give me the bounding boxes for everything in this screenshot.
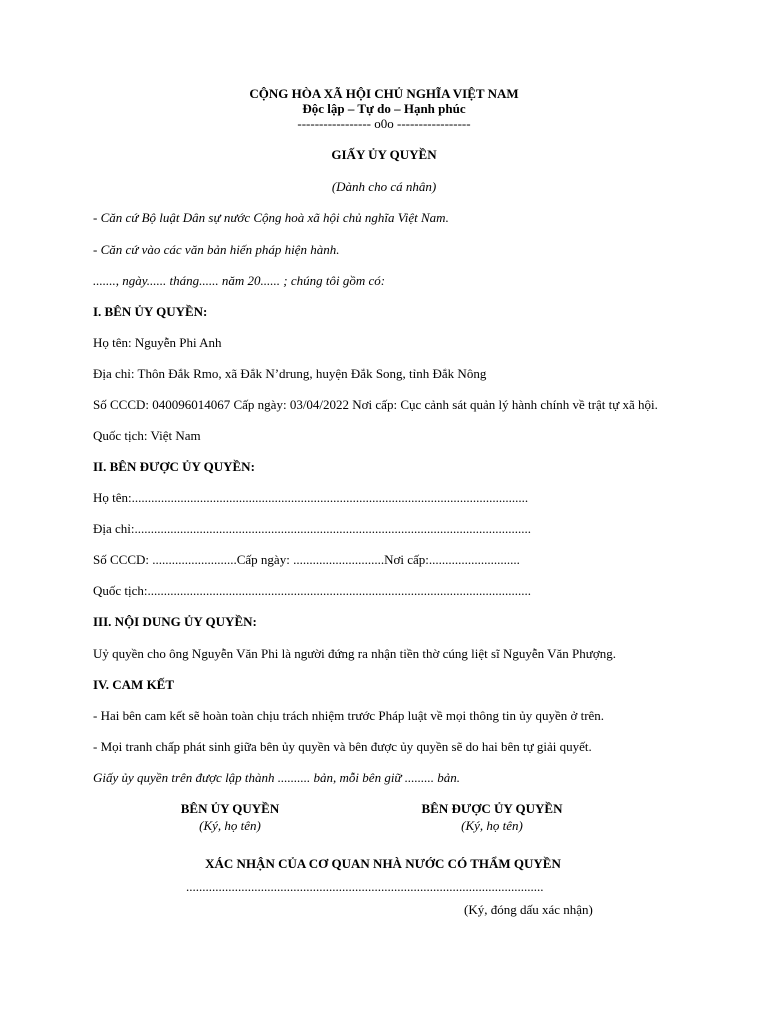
grantee-signature-note: (Ký, họ tên) bbox=[461, 818, 523, 833]
national-title: CỘNG HÒA XÃ HỘI CHỦ NGHĨA VIỆT NAM bbox=[249, 86, 519, 101]
section-4-heading: IV. CAM KẾT bbox=[93, 677, 175, 692]
commitment-1: - Hai bên cam kết sẽ hoàn toàn chịu trách nhiệm trước Pháp luật về mọi thông tin ủy quyền ở trên. bbox=[93, 708, 605, 723]
section-2-heading: II. BÊN ĐƯỢC ỦY QUYỀN: bbox=[93, 459, 255, 474]
certification-dots: .............................................................................................................. bbox=[186, 879, 544, 894]
grantor-name: Họ tên: Nguyễn Phi Anh bbox=[93, 335, 222, 350]
date-line: ......., ngày...... tháng...... năm 20...... ; chúng tôi gồm có: bbox=[93, 273, 386, 288]
legal-basis-1: - Căn cứ Bộ luật Dân sự nước Cộng hoà xã hội chủ nghĩa Việt Nam. bbox=[93, 210, 449, 225]
document-title: GIẤY ỦY QUYỀN bbox=[331, 147, 437, 162]
section-3-heading: III. NỘI DUNG ỦY QUYỀN: bbox=[93, 614, 257, 629]
legal-basis-2: - Căn cứ vào các văn bản hiến pháp hiện hành. bbox=[93, 242, 340, 257]
header-divider: ----------------- o0o ----------------- bbox=[297, 116, 471, 131]
section-1-heading: I. BÊN ỦY QUYỀN: bbox=[93, 304, 208, 319]
grantor-signature-title: BÊN ỦY QUYỀN bbox=[180, 801, 280, 816]
certification-title: XÁC NHẬN CỦA CƠ QUAN NHÀ NƯỚC CÓ THẨM QUYỀN bbox=[205, 856, 561, 871]
copies-line: Giấy ủy quyền trên được lập thành .......... bản, mỗi bên giữ ......... bản. bbox=[93, 770, 461, 785]
grantee-name: Họ tên:.......................................................................................................................... bbox=[93, 490, 529, 505]
certification-note: (Ký, đóng dấu xác nhận) bbox=[464, 902, 593, 917]
grantee-id: Số CCCD: ..........................Cấp ngày: ............................Nơi cấp:............................ bbox=[93, 552, 520, 567]
grantor-signature-note: (Ký, họ tên) bbox=[199, 818, 261, 833]
commitment-2: - Mọi tranh chấp phát sinh giữa bên ủy quyền và bên được ủy quyền sẽ do hai bên tự giải quyết. bbox=[93, 739, 592, 754]
motto: Độc lập – Tự do – Hạnh phúc bbox=[302, 101, 466, 116]
grantee-nationality: Quốc tịch:...................................................................................................................... bbox=[93, 583, 532, 598]
grantor-id: Số CCCD: 040096014067 Cấp ngày: 03/04/2022 Nơi cấp: Cục cảnh sát quản lý hành chính về trật tự xã hội. bbox=[93, 397, 658, 412]
authorization-content: Uỷ quyền cho ông Nguyễn Văn Phi là người đứng ra nhận tiền thờ cúng liệt sĩ Nguyễn Văn Phượng. bbox=[93, 646, 616, 661]
grantor-nationality: Quốc tịch: Việt Nam bbox=[93, 428, 201, 443]
grantee-address: Địa chỉ:.......................................................................................................................... bbox=[93, 521, 532, 536]
grantee-signature-title: BÊN ĐƯỢC ỦY QUYỀN bbox=[421, 801, 563, 816]
document-subtitle: (Dành cho cá nhân) bbox=[331, 179, 437, 194]
grantor-address: Địa chỉ: Thôn Đắk Rmo, xã Đắk N’drung, huyện Đắk Song, tỉnh Đắk Nông bbox=[93, 366, 487, 381]
